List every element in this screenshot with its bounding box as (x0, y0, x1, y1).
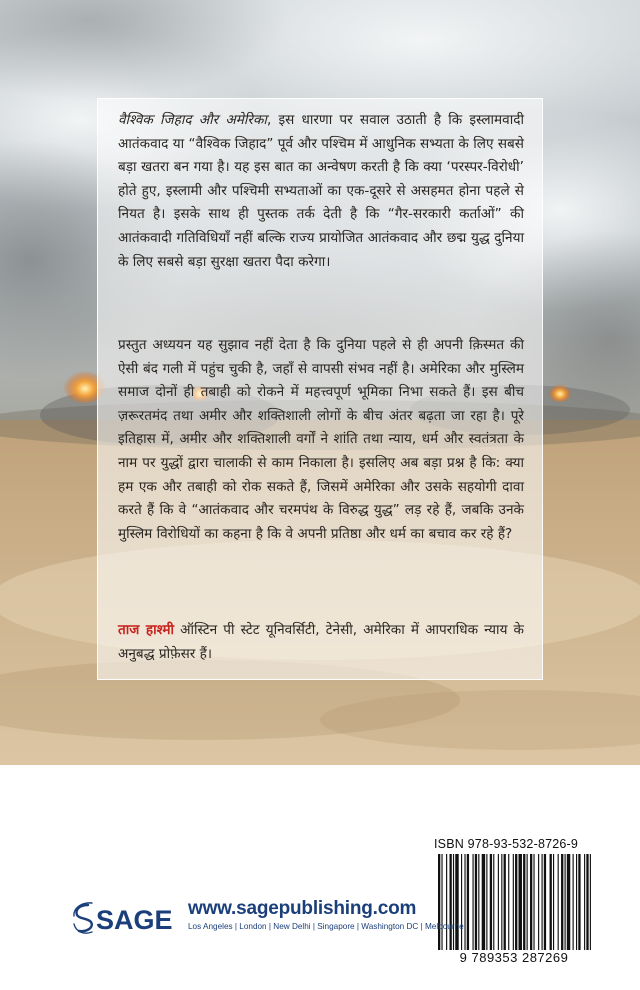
barcode-bar (527, 854, 528, 950)
barcode-bar (530, 854, 532, 950)
barcode-bar (475, 854, 477, 950)
barcode-bar (486, 854, 487, 950)
isbn-label: ISBN 978-93-532-8726-9 (434, 837, 579, 851)
publisher-cities: Los Angeles | London | New Delhi | Singapore | Washington DC | Melbourne (188, 922, 464, 931)
publisher-url[interactable]: www.sagepublishing.com (188, 898, 417, 919)
sage-logo (70, 898, 185, 938)
barcode-bar (501, 854, 502, 950)
barcode-bar (508, 854, 509, 950)
barcode-bar (590, 854, 591, 950)
barcode-bar (567, 854, 570, 950)
barcode-bar (482, 854, 485, 950)
barcode-bar (453, 854, 454, 950)
barcode-bar (576, 854, 577, 950)
barcode-bar (519, 854, 522, 950)
barcode-bar (467, 854, 469, 950)
author-bio-text: ऑस्टिन पी स्टेट यूनिवर्सिटी, टेनेसी, अमेरिका में आपराधिक न्याय के अनुबद्ध प्रोफ़ेसर हैं। (118, 622, 524, 662)
barcode-bar (515, 854, 517, 950)
barcode-bar (542, 854, 543, 950)
barcode-bar (493, 854, 494, 950)
barcode-bar (558, 854, 559, 950)
barcode-bar (455, 854, 458, 950)
author-bio (118, 619, 524, 666)
sage-logo-text: SAGE (96, 905, 173, 935)
barcode-bar (538, 854, 539, 950)
blurb-paragraph-1-text: , इस धारणा पर सवाल उठाती है कि इस्लामवादी आतंकवाद या “वैश्विक जिहाद” पूर्व और पश्चिम में आधुनिक सभ्यता के लिए सबसे बड़ा खतरा बन गया है। यह इस बात का अन्वेषण करती है कि क्या ‘परस्पर-विरोधी’ होते हुए, इस्लामी और पश्चिमी सभ्यताओं का एक-दूसरे से असहमत होना पहले से नियत है। इसके साथ ही पुस्तक तर्क देती है कि “गैर-सरकारी कर्ताओं” की आतंकवादी गतिविधियाँ नहीं बल्कि राज्य प्रायोजित आतंकवाद और छद्म युद्ध दुनिया के लिए सबसे बड़ा सुरक्षा खतरा पैदा करेगा। (118, 112, 524, 270)
barcode-bar (586, 854, 588, 950)
barcode-bar (523, 854, 525, 950)
barcode-bar (438, 854, 440, 950)
barcode-bar (578, 854, 580, 950)
barcode-bar (490, 854, 492, 950)
barcode-bar (573, 854, 574, 950)
barcode-bar (473, 854, 474, 950)
barcode-bar (461, 854, 462, 950)
blurb-paragraph-2: प्रस्तुत अध्ययन यह सुझाव नहीं देता है कि दुनिया पहले से ही अपनी क़िस्मत की ऐसी बंद गली में पहुंच चुकी है, जहाँ से वापसी संभव नहीं है। अमेरिका और मुस्लिम समाज दोनों ही तबाही को रोकने में महत्त्वपूर्ण भूमिका निभा सकते हैं। इस बीच ज़रूरतमंद तथा अमीर और शक्तिशाली लोगों के बीच अंतर बढ़ता जा रहा है। पूरे इतिहास में, अमीर और शक्तिशाली वर्गों ने शांति तथा न्याय, धर्म और स्वतंत्रता के नाम पर युद्धों द्वारा चालाकी से काम निकाला है। इसलिए अब बड़ा प्रश्न है कि: क्या हम एक और तबाही को रोक सकते हैं, जिसमें अमेरिका और उसके सहयोगी दावा करते हैं कि वे “आतंकवाद और चरमपंथ के विरुद्ध युद्ध” लड़ रहे हैं, जबकि उनके मुस्लिम विरोधियों का कहना है कि वे अपनी प्रतिष्ठा और धर्म का बचाव कर रहे हैं? (118, 337, 524, 542)
book-title-italic: वैश्विक जिहाद और अमेरिका (118, 112, 267, 128)
barcode (434, 854, 594, 954)
barcode-bar (504, 854, 506, 950)
barcode-bar (584, 854, 585, 950)
barcode-bar (553, 854, 554, 950)
barcode-bar (533, 854, 534, 950)
author-name: ताज हाश्मी (118, 622, 175, 638)
barcode-bar (550, 854, 552, 950)
barcode-bar (513, 854, 514, 950)
barcode-bar (565, 854, 566, 950)
barcode-bar (464, 854, 465, 950)
barcode-bar (478, 854, 479, 950)
blurb-paragraph-1 (118, 109, 524, 274)
blurb-panel (97, 98, 543, 680)
barcode-bar (544, 854, 546, 950)
barcode-digits: 9 789353 287269 (459, 950, 569, 965)
barcode-bar (441, 854, 442, 950)
barcode-bar (450, 854, 452, 950)
barcode-bar (498, 854, 499, 950)
barcode-bar (561, 854, 563, 950)
barcode-bar (446, 854, 447, 950)
